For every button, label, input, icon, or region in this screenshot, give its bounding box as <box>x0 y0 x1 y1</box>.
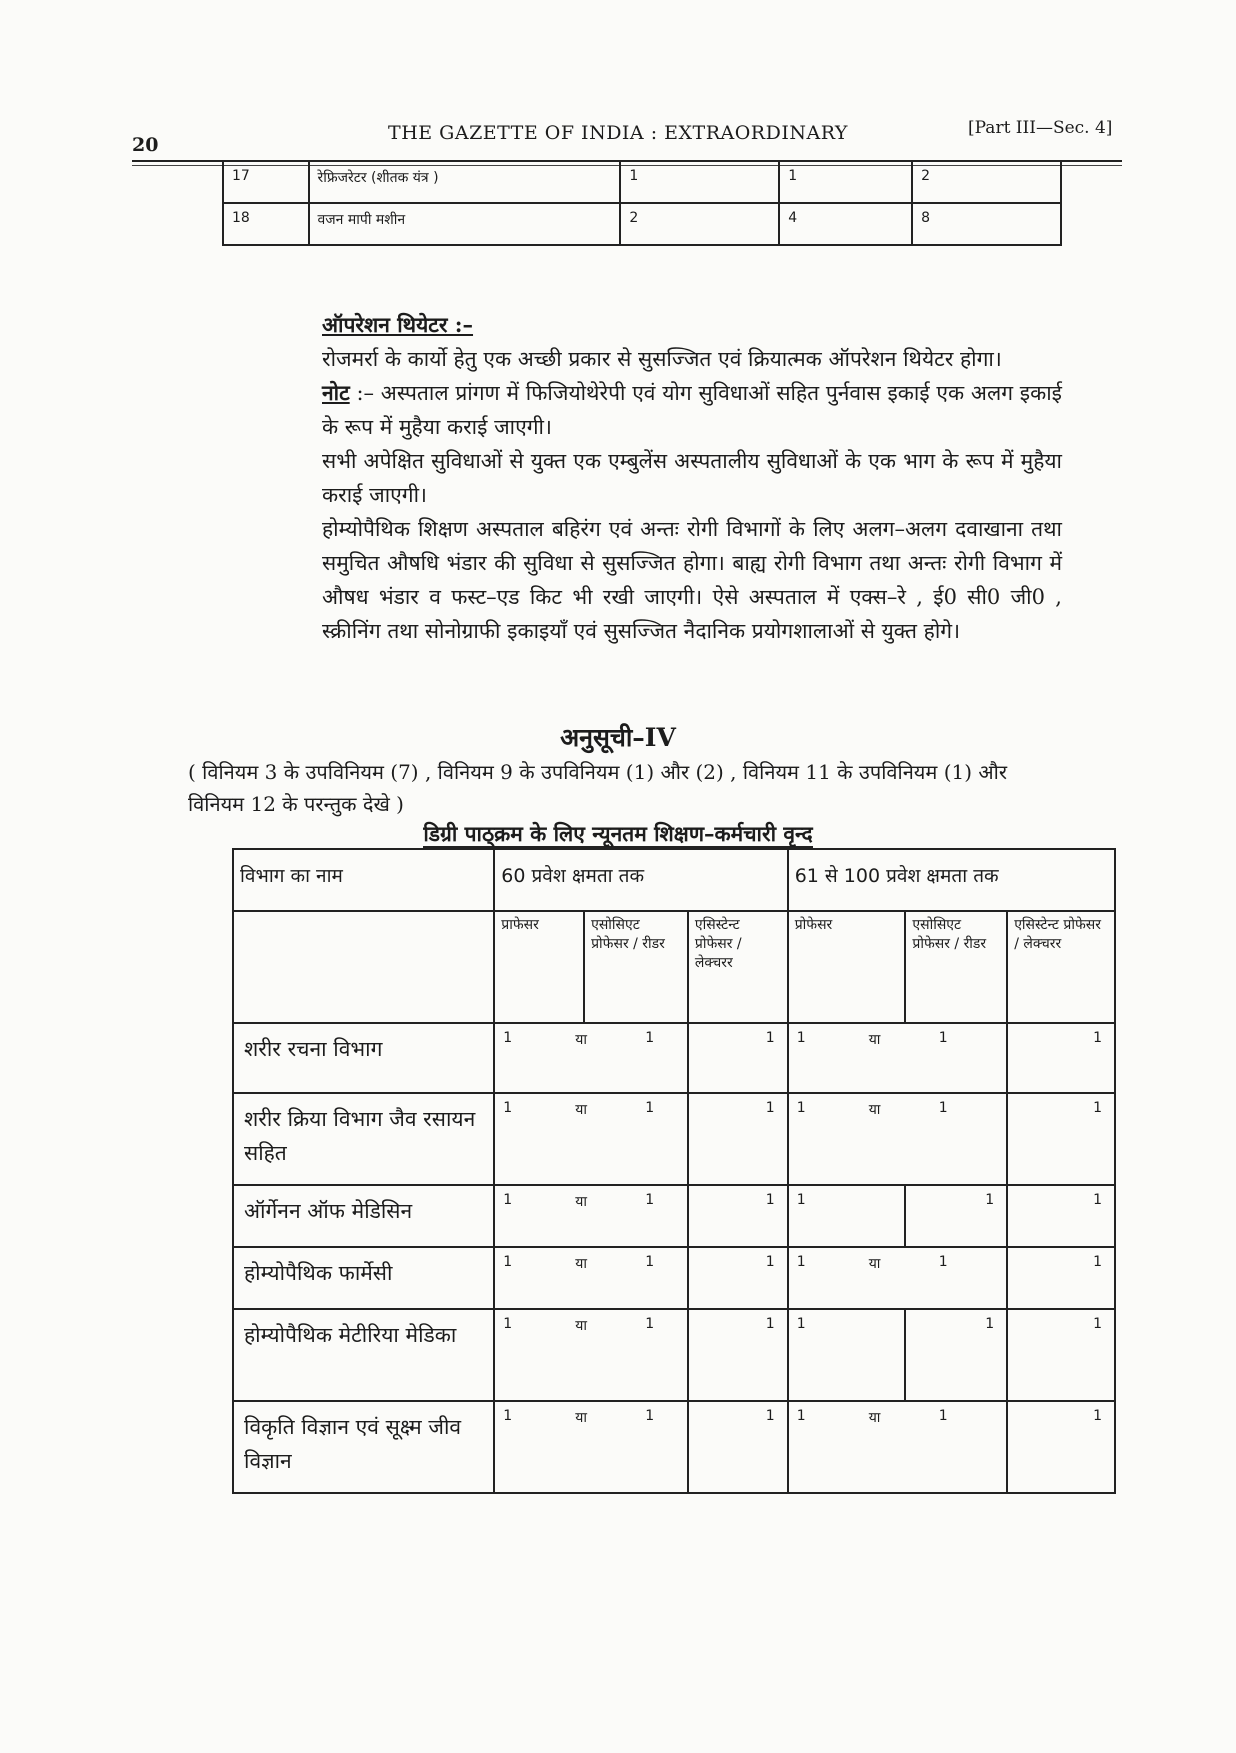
value: 1 <box>765 1316 775 1332</box>
professor-or-associate-cell <box>494 1023 688 1093</box>
table-row <box>233 1247 1115 1309</box>
professor-or-associate-cell <box>788 1247 1008 1309</box>
value: 1 <box>645 1316 655 1332</box>
item-cell: रेफ्रिजरेटर (शीतक यंत्र ) <box>309 161 621 203</box>
value: 1 <box>645 1254 655 1270</box>
value-cell: 4 <box>779 203 912 245</box>
assistant-cell <box>688 1023 788 1093</box>
value: 1 <box>796 1192 806 1208</box>
dept-header: विभाग का नाम <box>233 849 494 911</box>
note-text: :– अस्पताल प्रांगण में फिजियोथेरेपी एवं योग सुविधाओं सहित पुर्नवास इकाई एक अलग इकाई के रूप में मुहैया कराई जाएगी। <box>322 381 1062 439</box>
table-row <box>233 1093 1115 1185</box>
value: 1 <box>503 1192 513 1208</box>
paragraph: रोजमर्रा के कार्यो हेतु एक अच्छी प्रकार से सुसज्जित एवं क्रियात्मक ऑपरेशन थियेटर होगा। <box>322 347 1002 371</box>
assistant-cell <box>1007 1023 1115 1093</box>
or-label: या <box>575 1256 588 1272</box>
value: 1 <box>796 1100 806 1116</box>
subheader-professor: प्राफेसर <box>494 911 584 1023</box>
assistant-cell <box>1007 1401 1115 1493</box>
value: 1 <box>1093 1100 1102 1116</box>
value: 1 <box>503 1408 513 1424</box>
item-cell: वजन मापी मशीन <box>309 203 621 245</box>
table-row <box>233 1401 1115 1493</box>
table-row <box>223 161 1061 203</box>
paragraph: होम्योपैथिक शिक्षण अस्पताल बहिरंग एवं अन्तः रोगी विभागों के लिए अलग–अलग दवाखाना तथा समुचित औषधि भंडार की सुविधा से सुसज्जित होगा। बाह्य रोगी विभाग तथा अन्तः रोगी विभाग में औषध भंडार व फस्ट–एड किट भी रखी जाएगी। ऐसे अस्पताल में एक्स–रे , ई0 सी0 जी0 , स्क्रीनिंग तथा सोनोग्राफी इकाइयाँ एवं सुसज्जित नैदानिक प्रयोगशालाओं से युक्त होगे। <box>322 517 1062 643</box>
value: 1 <box>985 1316 995 1332</box>
value: 1 <box>765 1254 775 1270</box>
value: 1 <box>1093 1316 1102 1332</box>
operation-theatre-section <box>322 308 1062 648</box>
professor-cell <box>788 1309 906 1401</box>
empty-header-cell <box>233 911 494 1023</box>
or-label: या <box>575 1032 588 1048</box>
equipment-table <box>222 160 1062 246</box>
or-label: या <box>575 1318 588 1334</box>
assistant-cell <box>688 1247 788 1309</box>
schedule-reference: ( विनियम 3 के उपविनियम (7) , विनियम 9 के उपविनियम (1) और (2) , विनियम 11 के उपविनियम (1) और विनियम 12 के परन्तुक देखे ) <box>188 760 1008 816</box>
section-heading: ऑपरेशन थियेटर :– <box>322 312 474 337</box>
or-label: या <box>868 1102 881 1118</box>
table-row <box>223 203 1061 245</box>
serial-cell: 18 <box>223 203 309 245</box>
part-section: [Part III—Sec. 4] <box>968 118 1113 138</box>
or-label: या <box>575 1194 588 1210</box>
dept-cell: होम्योपैथिक मेटीरिया मेडिका <box>233 1309 494 1401</box>
subheader-associate: एसोसिएट प्रोफेसर / रीडर <box>905 911 1007 1023</box>
professor-or-associate-cell <box>788 1401 1008 1493</box>
group-header-100: 61 से 100 प्रवेश क्षमता तक <box>788 849 1115 911</box>
associate-cell <box>905 1309 1007 1401</box>
dept-cell: होम्योपैथिक फार्मेसी <box>233 1247 494 1309</box>
assistant-cell <box>1007 1309 1115 1401</box>
note-label: नोट <box>322 380 350 405</box>
table-title <box>0 820 1236 848</box>
dept-cell: शरीर रचना विभाग <box>233 1023 494 1093</box>
value: 1 <box>938 1030 948 1046</box>
value: 1 <box>985 1192 995 1208</box>
professor-or-associate-cell <box>494 1247 688 1309</box>
group-header-60: 60 प्रवेश क्षमता तक <box>494 849 787 911</box>
value: 1 <box>796 1030 806 1046</box>
value: 1 <box>938 1254 948 1270</box>
value-cell: 8 <box>912 203 1061 245</box>
value: 1 <box>796 1316 806 1332</box>
value: 1 <box>1093 1030 1102 1046</box>
dept-cell: ऑर्गेनन ऑफ मेडिसिन <box>233 1185 494 1247</box>
dept-cell: विकृति विज्ञान एवं सूक्ष्म जीव विज्ञान <box>233 1401 494 1493</box>
value: 1 <box>503 1030 513 1046</box>
value: 1 <box>765 1192 775 1208</box>
or-label: या <box>868 1256 881 1272</box>
subheader-assistant: एसिस्टेन्ट प्रोफेसर / लेक्चरर <box>688 911 788 1023</box>
subheader-professor: प्रोफेसर <box>788 911 906 1023</box>
assistant-cell <box>688 1401 788 1493</box>
table-row <box>233 1309 1115 1401</box>
professor-or-associate-cell <box>494 1309 688 1401</box>
or-label: या <box>575 1410 588 1426</box>
associate-cell <box>905 1185 1007 1247</box>
table-subheader-row <box>233 911 1115 1023</box>
paragraph: सभी अपेक्षित सुविधाओं से युक्त एक एम्बुलेंस अस्पतालीय सुविधाओं के एक भाग के रूप में मुहैया कराई जाएगी। <box>322 449 1062 507</box>
assistant-cell <box>688 1309 788 1401</box>
value: 1 <box>765 1408 775 1424</box>
subheader-assistant: एसिस्टेन्ट प्रोफेसर / लेक्चरर <box>1007 911 1115 1023</box>
value: 1 <box>645 1030 655 1046</box>
note-paragraph <box>322 376 1062 444</box>
page-number: 20 <box>132 134 159 156</box>
value: 1 <box>645 1408 655 1424</box>
gazette-title: THE GAZETTE OF INDIA : EXTRAORDINARY <box>388 122 848 144</box>
assistant-cell <box>688 1185 788 1247</box>
serial-cell: 17 <box>223 161 309 203</box>
table-title-text: डिग्री पाठ्क्रम के लिए न्यूनतम शिक्षण–कर्मचारी वृन्द <box>423 821 813 846</box>
table-row <box>233 1023 1115 1093</box>
professor-cell <box>788 1185 906 1247</box>
value: 1 <box>503 1100 513 1116</box>
dept-cell: शरीर क्रिया विभाग जैव रसायन सहित <box>233 1093 494 1185</box>
professor-or-associate-cell <box>788 1023 1008 1093</box>
schedule-title: अनुसूची–IV <box>560 723 676 752</box>
professor-or-associate-cell <box>494 1093 688 1185</box>
assistant-cell <box>1007 1093 1115 1185</box>
assistant-cell <box>1007 1185 1115 1247</box>
value: 1 <box>1093 1254 1102 1270</box>
table-header-row <box>233 849 1115 911</box>
value: 1 <box>765 1100 775 1116</box>
value: 1 <box>503 1254 513 1270</box>
value-cell: 2 <box>912 161 1061 203</box>
professor-or-associate-cell <box>788 1093 1008 1185</box>
staff-table <box>232 848 1116 1494</box>
value: 1 <box>1093 1192 1102 1208</box>
value: 1 <box>796 1408 806 1424</box>
subheader-associate: एसोसिएट प्रोफेसर / रीडर <box>584 911 688 1023</box>
value-cell: 2 <box>620 203 779 245</box>
assistant-cell <box>688 1093 788 1185</box>
value: 1 <box>765 1030 775 1046</box>
value-cell: 1 <box>620 161 779 203</box>
value: 1 <box>645 1100 655 1116</box>
value: 1 <box>796 1254 806 1270</box>
or-label: या <box>575 1102 588 1118</box>
value: 1 <box>938 1408 948 1424</box>
assistant-cell <box>1007 1247 1115 1309</box>
value: 1 <box>1093 1408 1102 1424</box>
value-cell: 1 <box>779 161 912 203</box>
value: 1 <box>503 1316 513 1332</box>
table-row <box>233 1185 1115 1247</box>
or-label: या <box>868 1410 881 1426</box>
value: 1 <box>645 1192 655 1208</box>
professor-or-associate-cell <box>494 1401 688 1493</box>
professor-or-associate-cell <box>494 1185 688 1247</box>
or-label: या <box>868 1032 881 1048</box>
value: 1 <box>938 1100 948 1116</box>
